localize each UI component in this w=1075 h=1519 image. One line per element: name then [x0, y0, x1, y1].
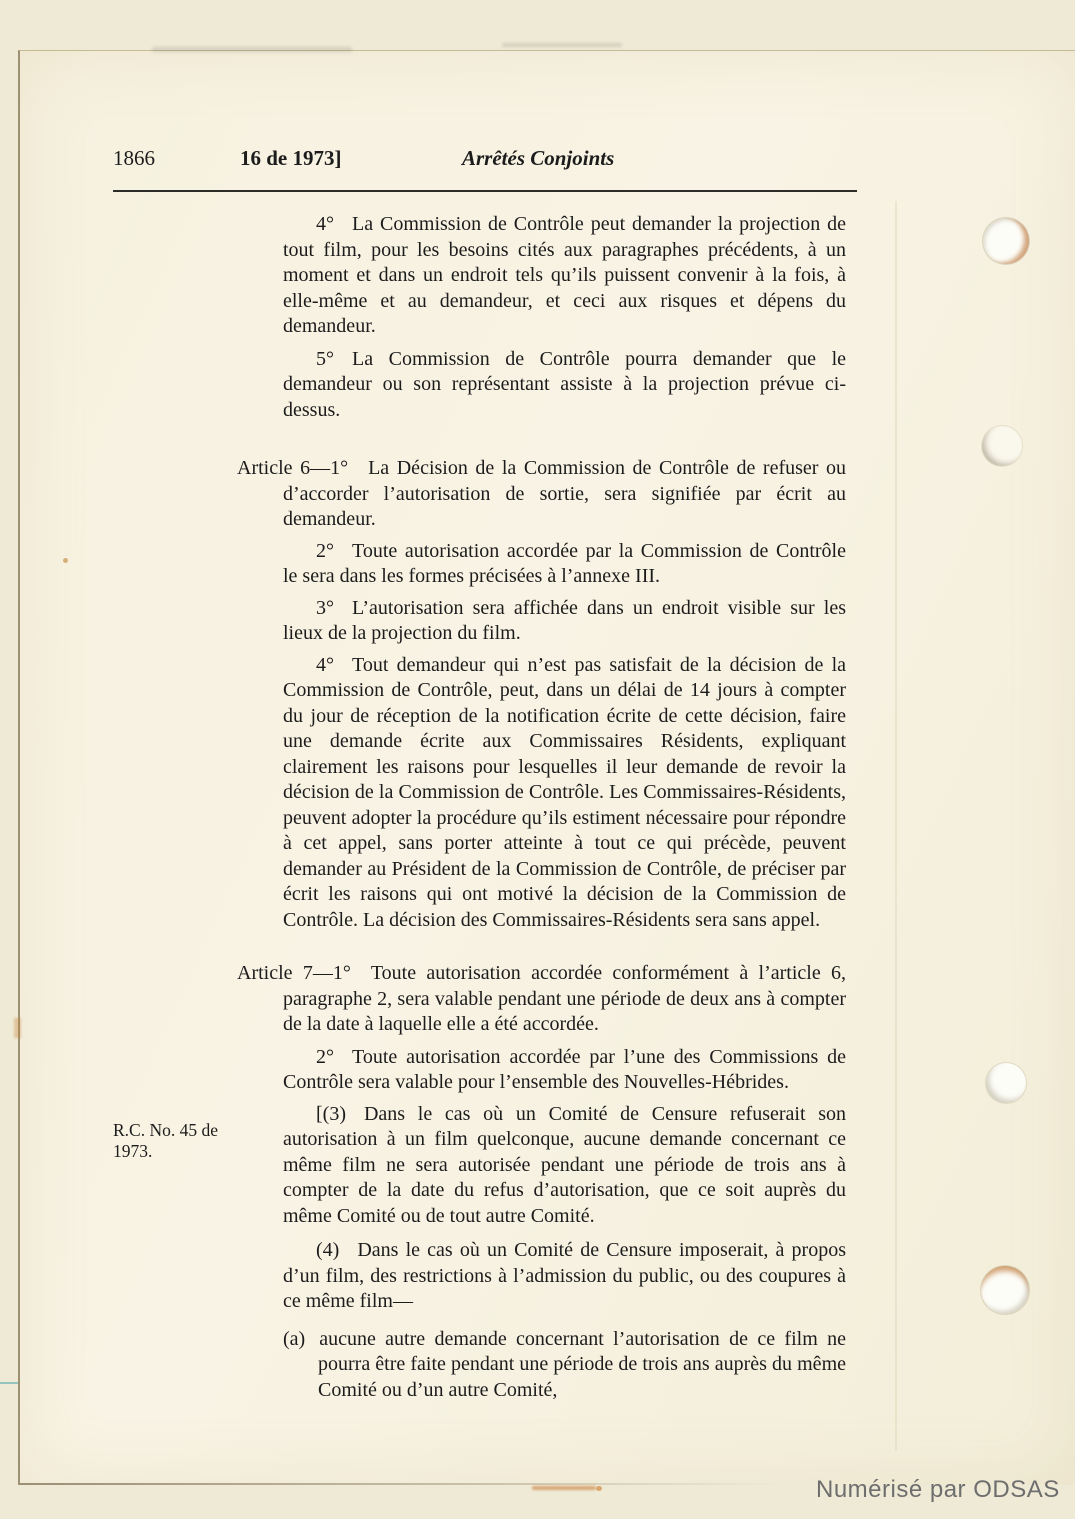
scan-artifact: [0, 1382, 18, 1384]
punch-hole: [986, 1063, 1026, 1103]
list-item-label: (a): [283, 1327, 306, 1350]
article-paragraph: [237, 961, 846, 1038]
paragraph: [283, 212, 846, 340]
article-label: Article 6—1°: [237, 457, 349, 479]
article-label: Article 7—1°: [237, 962, 351, 984]
paragraph-number: (4): [316, 1239, 340, 1261]
punch-hole: [982, 426, 1022, 466]
paragraph-text: L’autorisation sera affichée dans un endroit visible sur les lieux de la projection du film.: [283, 596, 846, 644]
article-paragraph: [237, 456, 846, 533]
paragraph-text: Tout demandeur qui n’est pas satisfait de la décision de la Commission de Contrôle, peut, dans un délai de 14 jours à compter du jour de réception de la notification écrite de cette décision, faire une demande écrite aux Commissaires Résidents, expliquant clairement les raisons pour lesquelles il leur demande de revoir la décision de la Commission de Contrôle. Les Commissaires-Résidents, peuvent adopter la procédure qu’ils estiment nécessaire pour répondre à cet appel, sans porter atteinte à tout ce qui précède, peuvent demander au Président de la Commission de Contrôle, de préciser par écrit les raisons qui ont motivé la décision de la Commission de Contrôle. La décision des Commissaires-Résidents sera sans appel.: [283, 653, 846, 931]
paragraph: [283, 539, 846, 590]
rust-stain: [14, 1018, 21, 1038]
paragraph: [283, 347, 846, 424]
margin-note: R.C. No. 45 de 1973.: [113, 1120, 218, 1161]
paragraph-number: 5°: [316, 347, 334, 370]
paragraph-number: 2°: [316, 539, 334, 562]
page-bottom-edge: [20, 1483, 780, 1485]
paragraph-text: La Décision de la Commission de Contrôle de refuser ou d’accorder l’autorisation de sortie, sera signifiée par écrit au demandeur.: [283, 457, 846, 530]
punch-hole: [981, 1266, 1029, 1314]
rust-stain: [532, 1486, 596, 1490]
digitization-watermark: Numérisé par ODSAS: [816, 1476, 1060, 1503]
page-number: 1866: [113, 146, 155, 170]
paragraph: [283, 653, 846, 934]
paper-crease: [895, 201, 897, 1451]
paragraph-number: 4°: [316, 213, 334, 235]
paragraph-number: [(3): [316, 1102, 346, 1125]
header-rule: [113, 190, 857, 192]
paragraph-text: La Commission de Contrôle pourra demander que le demandeur ou son représentant assiste à la projection prévue ci-dessus.: [283, 347, 846, 421]
punch-hole: [983, 218, 1029, 264]
paragraph-text: Toute autorisation accordée par l’une des Commissions de Contrôle sera valable pour l’ensemble des Nouvelles-Hébrides.: [283, 1045, 846, 1093]
paragraph-text: Dans le cas où un Comité de Censure refuserait son autorisation à un film quelconque, aucune demande concernant ce même film ne sera autorisée pendant une période de trois ans à compter de la date du refus d’autorisation, que ce soit auprès du même Comité ou de tout autre Comité.: [283, 1102, 846, 1227]
paragraph: [283, 596, 846, 647]
top-edge-smudge: [502, 43, 622, 47]
paragraph-text: Toute autorisation accordée conformément à l’article 6, paragraphe 2, sera valable pendant une période de deux ans à compter de la date à laquelle elle a été accordée.: [283, 962, 846, 1035]
top-edge-smudge: [152, 47, 352, 52]
paragraph-text: Dans le cas où un Comité de Censure imposerait, à propos d’un film, des restrictions à l’admission du public, ou des coupures à ce même film—: [283, 1239, 846, 1312]
running-title: Arrêtés Conjoints: [462, 146, 615, 170]
body-text-column: [237, 212, 846, 1403]
paragraph-text: Toute autorisation accordée par la Commission de Contrôle le sera dans les formes précisées à l’annexe III.: [283, 539, 846, 587]
paragraph-number: 2°: [316, 1045, 334, 1068]
rust-stain: [596, 1486, 602, 1491]
paragraph: [283, 1238, 846, 1315]
paper-speck: [63, 558, 68, 563]
paragraph: [283, 1045, 846, 1096]
paragraph-number: 4°: [316, 653, 334, 676]
paragraph-number: 3°: [316, 596, 334, 619]
issue-label: 16 de 1973]: [240, 146, 342, 170]
paragraph: [283, 1102, 846, 1230]
paragraph-text: La Commission de Contrôle peut demander la projection de tout film, pour les besoins cités aux paragraphes précédents, à un moment et dans un endroit tels qu’ils puissent convenir à la fois, à elle-même et au demandeur, et ceci aux risques et dépens du demandeur.: [283, 213, 846, 337]
list-item-text: aucune autre demande concernant l’autorisation de ce film ne pourra être faite pendant une période de trois ans auprès du même Comité ou d’un autre Comité,: [318, 1327, 846, 1401]
list-item: [283, 1327, 846, 1404]
